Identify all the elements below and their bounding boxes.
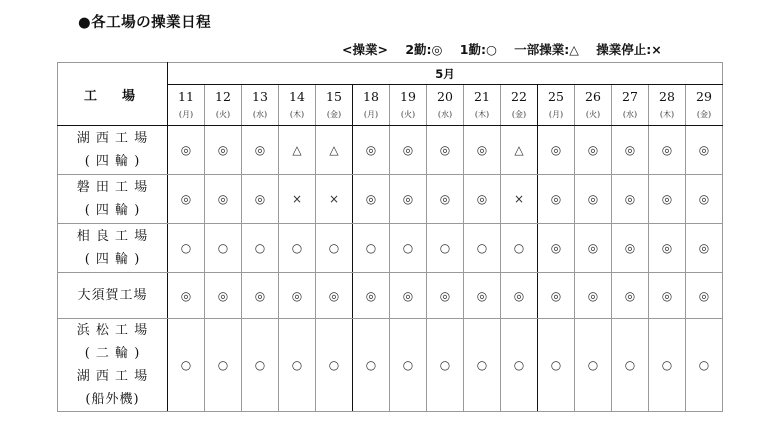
schedule-cell: ○ [279,224,316,273]
schedule-cell: × [279,175,316,224]
schedule-cell: ○ [353,224,390,273]
legend-one-shift: 1勤:○ [459,42,497,57]
day-number: 28 [659,89,675,104]
schedule-cell: ◎ [686,126,723,175]
schedule-cell: ◎ [205,175,242,224]
day-weekday: (金) [696,110,712,119]
schedule-cell: ◎ [353,273,390,319]
schedule-cell: ◎ [464,273,501,319]
schedule-cell: ○ [279,319,316,412]
day-weekday: (火) [215,110,231,119]
schedule-cell: ◎ [686,175,723,224]
schedule-cell: ○ [242,224,279,273]
day-weekday: (火) [400,110,416,119]
day-number: 29 [696,89,712,104]
schedule-cell: ◎ [612,175,649,224]
schedule-cell: ◎ [612,273,649,319]
schedule-cell: ○ [168,319,205,412]
day-header [649,85,686,126]
schedule-cell: ○ [612,319,649,412]
table-row [58,273,723,319]
schedule-cell: ◎ [242,273,279,319]
schedule-cell: ◎ [427,273,464,319]
schedule-cell: ◎ [427,175,464,224]
schedule-cell: ◎ [205,273,242,319]
day-number: 18 [363,89,379,104]
factory-name [58,224,168,273]
schedule-table [57,62,723,412]
schedule-cell: ○ [353,319,390,412]
day-number: 14 [289,89,305,104]
day-number: 19 [400,89,416,104]
schedule-cell: ◎ [242,126,279,175]
legend-label: <操業> [342,42,388,57]
day-header [464,85,501,126]
schedule-cell: ○ [649,319,686,412]
table-row [58,224,723,273]
factory-name-line: 相 良 工 場 [76,229,149,244]
schedule-cell: ○ [316,319,353,412]
day-header [279,85,316,126]
schedule-cell: ◎ [464,175,501,224]
day-header [316,85,353,126]
factory-name-line: ( 四 輪 ) [84,203,141,218]
legend [342,40,662,58]
schedule-cell: ◎ [353,175,390,224]
day-number: 15 [326,89,342,104]
month-header: 5月 [168,63,723,85]
schedule-cell: ◎ [575,224,612,273]
schedule-cell: ◎ [390,273,427,319]
schedule-cell: ◎ [168,175,205,224]
schedule-cell: ◎ [427,126,464,175]
schedule-cell: △ [501,126,538,175]
schedule-cell: ◎ [205,126,242,175]
schedule-cell: ◎ [279,273,316,319]
schedule-cell: ◎ [464,126,501,175]
schedule-cell: × [501,175,538,224]
day-header [242,85,279,126]
day-weekday: (木) [289,110,305,119]
schedule-cell: ◎ [390,126,427,175]
schedule-cell: ◎ [353,126,390,175]
schedule-cell: ○ [538,319,575,412]
factory-name [58,273,168,319]
factory-name-line: ( 四 輪 ) [84,154,141,169]
day-header [205,85,242,126]
schedule-cell: △ [316,126,353,175]
schedule-cell: ◎ [390,175,427,224]
factory-name [58,126,168,175]
schedule-cell: ○ [168,224,205,273]
day-header [575,85,612,126]
schedule-cell: ◎ [686,224,723,273]
schedule-cell: ○ [316,224,353,273]
day-header [686,85,723,126]
schedule-cell: ○ [390,224,427,273]
schedule-cell: ○ [501,224,538,273]
legend-two-shift: 2勤:◎ [405,42,443,57]
day-weekday: (金) [326,110,342,119]
schedule-cell: ○ [205,319,242,412]
day-weekday: (水) [252,110,268,119]
factory-name [58,175,168,224]
schedule-cell: ◎ [686,273,723,319]
schedule-cell: ◎ [649,126,686,175]
schedule-cell: ○ [427,319,464,412]
schedule-cell: △ [279,126,316,175]
day-header [390,85,427,126]
factory-name-line: ( 二 輪 ) [84,346,141,361]
schedule-cell: ◎ [575,273,612,319]
factory-name-line: 浜 松 工 場 [76,323,149,338]
legend-partial: 一部操業:△ [514,42,579,57]
schedule-cell: ○ [464,224,501,273]
day-number: 26 [585,89,601,104]
day-weekday: (月) [178,110,194,119]
day-weekday: (月) [548,110,564,119]
day-header [427,85,464,126]
schedule-cell: ◎ [501,273,538,319]
day-weekday: (水) [437,110,453,119]
schedule-cell: ◎ [575,126,612,175]
schedule-cell: ○ [427,224,464,273]
day-number: 20 [437,89,453,104]
schedule-cell: ◎ [538,126,575,175]
schedule-cell: ◎ [649,224,686,273]
table-row [58,319,723,412]
factory-name [58,319,168,412]
factory-name-line: 湖 西 工 場 [76,131,149,146]
day-number: 22 [511,89,527,104]
schedule-cell: ◎ [538,224,575,273]
schedule-cell: ○ [575,319,612,412]
schedule-cell: ○ [686,319,723,412]
table-row [58,126,723,175]
legend-stopped: 操業停止:× [596,42,662,57]
schedule-cell: ◎ [612,126,649,175]
factory-name-line: (船外機) [85,392,140,407]
day-header [538,85,575,126]
day-header [501,85,538,126]
schedule-cell: ◎ [538,273,575,319]
schedule-cell: ○ [464,319,501,412]
day-weekday: (水) [622,110,638,119]
day-header [612,85,649,126]
day-number: 12 [215,89,231,104]
factory-name-line: 湖 西 工 場 [76,369,149,384]
day-weekday: (木) [659,110,675,119]
schedule-cell: ○ [501,319,538,412]
day-number: 27 [622,89,638,104]
day-weekday: (月) [363,110,379,119]
schedule-cell: ◎ [575,175,612,224]
day-weekday: (金) [511,110,527,119]
page-title: ●各工場の操業日程 [78,15,212,31]
factory-name-line: 磐 田 工 場 [76,180,149,195]
schedule-cell: ◎ [649,175,686,224]
day-number: 13 [252,89,268,104]
day-number: 11 [178,89,194,104]
schedule-cell: ◎ [538,175,575,224]
day-weekday: (木) [474,110,490,119]
schedule-cell: ◎ [649,273,686,319]
day-number: 25 [548,89,564,104]
factory-name-line: ( 四 輪 ) [84,252,141,267]
factory-name-line: 大須賀工場 [77,288,148,303]
day-header [168,85,205,126]
schedule-cell: × [316,175,353,224]
schedule-cell: ◎ [168,273,205,319]
schedule-cell: ◎ [316,273,353,319]
day-number: 21 [474,89,490,104]
schedule-cell: ○ [205,224,242,273]
schedule-cell: ○ [390,319,427,412]
schedule-cell: ◎ [168,126,205,175]
day-header [353,85,390,126]
schedule-cell: ◎ [612,224,649,273]
day-weekday: (火) [585,110,601,119]
schedule-cell: ○ [242,319,279,412]
table-row [58,175,723,224]
schedule-cell: ◎ [242,175,279,224]
factory-column-header: 工 場 [58,63,168,126]
